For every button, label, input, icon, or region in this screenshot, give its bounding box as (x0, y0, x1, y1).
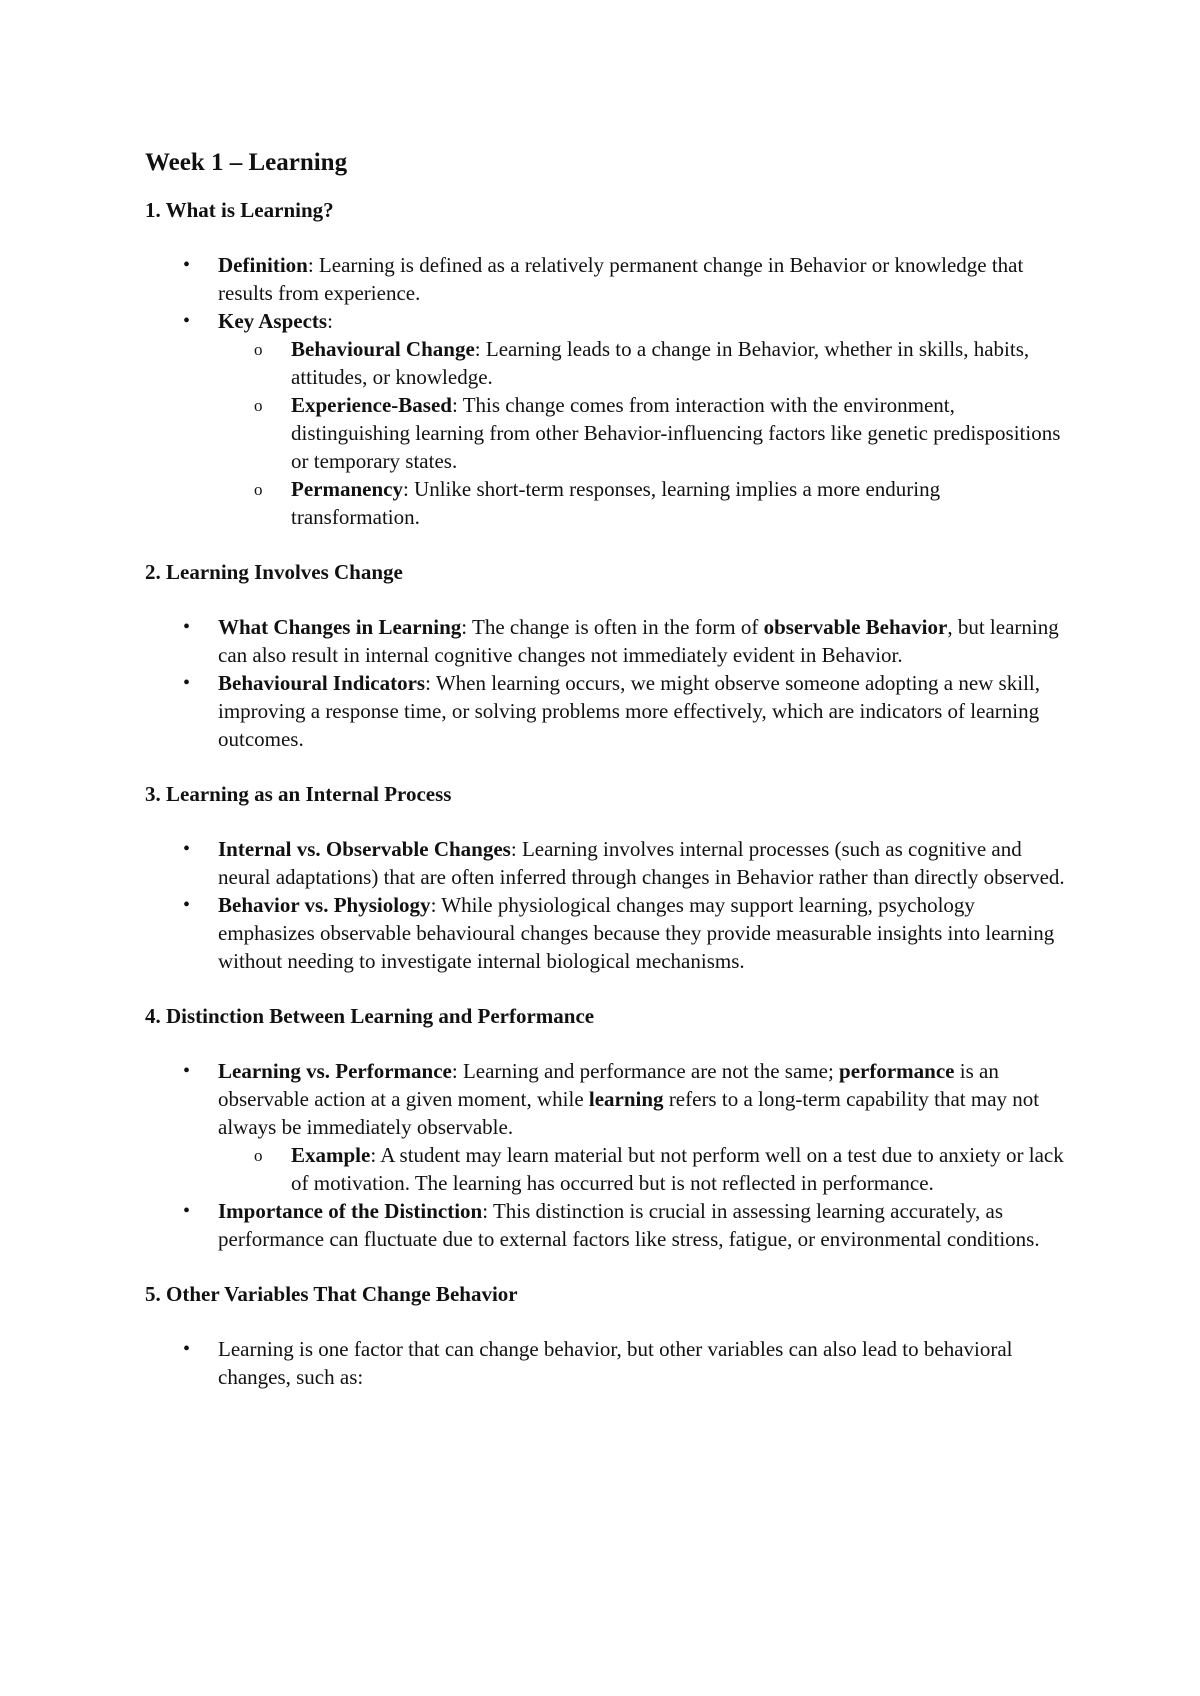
item-text: : The change is often in the form of (461, 615, 764, 639)
sub-list-item (218, 1141, 1065, 1197)
item-term: What Changes in Learning (218, 615, 462, 639)
list-item (145, 251, 1065, 307)
item-text: : While physiological changes may support learning, psychology emphasizes observable behavioural changes because they provide measurable insights into learning without needing to investigate internal biological mechanisms. (218, 893, 1055, 973)
sub-list (218, 1141, 1065, 1197)
item-term: Behavior vs. Physiology (218, 893, 431, 917)
item-term: Importance of the Distinction (218, 1199, 483, 1223)
item-text: is an observable action at a given moment, while (218, 1059, 999, 1111)
list-item (145, 1197, 1065, 1253)
document-body (145, 140, 1065, 1418)
sub-list-item (218, 391, 1065, 475)
item-text: : Unlike short-term responses, learning implies a more enduring transformation. (291, 477, 941, 529)
item-emphasis: learning (588, 1087, 664, 1111)
item-text: : This distinction is crucial in assessing learning accurately, as performance can fluctuate due to external factors like stress, fatigue, or environmental conditions. (218, 1199, 1040, 1251)
list-item (145, 891, 1065, 975)
item-text: : When learning occurs, we might observe someone adopting a new skill, improving a response time, or solving problems more effectively, which are indicators of learning outcomes. (218, 671, 1040, 751)
item-text: : (327, 309, 333, 333)
item-text: : Learning is defined as a relatively permanent change in Behavior or knowledge that results from experience. (218, 253, 1024, 305)
section-heading: 5. Other Variables That Change Behavior (145, 1282, 518, 1306)
list-item (145, 669, 1065, 753)
item-term: Learning vs. Performance (218, 1059, 452, 1083)
sub-list-item (218, 475, 1065, 531)
item-term: Behavioural Change (291, 337, 475, 361)
item-term: Permanency (291, 477, 403, 501)
item-term: Definition (218, 253, 308, 277)
item-text: : Learning involves internal processes (such as cognitive and neural adaptations) that are often inferred through changes in Behavior rather than directly observed. (218, 837, 1065, 889)
item-text: : Learning leads to a change in Behavior, whether in skills, habits, attitudes, or knowledge. (291, 337, 1030, 389)
item-emphasis: performance (839, 1059, 955, 1083)
item-term: Experience-Based (291, 393, 452, 417)
item-term: Behavioural Indicators (218, 671, 426, 695)
bullet-list (145, 1057, 1065, 1253)
item-term: Key Aspects (218, 309, 328, 333)
item-text: : Learning and performance are not the same; (451, 1059, 840, 1083)
item-term: Example (291, 1143, 371, 1167)
bullet-list (145, 251, 1065, 531)
bullet-list (145, 1335, 1065, 1391)
bullet-list (145, 613, 1065, 753)
list-item (145, 1057, 1065, 1197)
item-term: Internal vs. Observable Changes (218, 837, 511, 861)
item-text: : A student may learn material but not perform well on a test due to anxiety or lack of motivation. The learning has occurred but is not reflected in performance. (291, 1143, 1064, 1195)
item-text: refers to a long-term capability that may not always be immediately observable. (218, 1087, 1040, 1139)
item-text: Learning is one factor that can change behavior, but other variables can also lead to behavioral changes, such as: (218, 1337, 1013, 1389)
list-item (145, 835, 1065, 891)
sub-list-item (218, 335, 1065, 391)
sub-list (218, 335, 1065, 531)
section-heading: 4. Distinction Between Learning and Performance (145, 1004, 595, 1028)
document-title: Week 1 – Learning (145, 149, 348, 176)
section-heading: 3. Learning as an Internal Process (145, 782, 452, 806)
item-text: , but learning can also result in internal cognitive changes not immediately evident in Behavior. (218, 615, 1059, 667)
item-text: : This change comes from interaction with the environment, distinguishing learning from other Behavior-influencing factors like genetic predispositions or temporary states. (291, 393, 1061, 473)
bullet-list (145, 835, 1065, 975)
section-heading: 2. Learning Involves Change (145, 560, 403, 584)
list-item (145, 307, 1065, 531)
item-emphasis: observable Behavior (763, 615, 948, 639)
list-item (145, 613, 1065, 669)
section-heading: 1. What is Learning? (145, 198, 334, 222)
list-item (145, 1335, 1065, 1391)
